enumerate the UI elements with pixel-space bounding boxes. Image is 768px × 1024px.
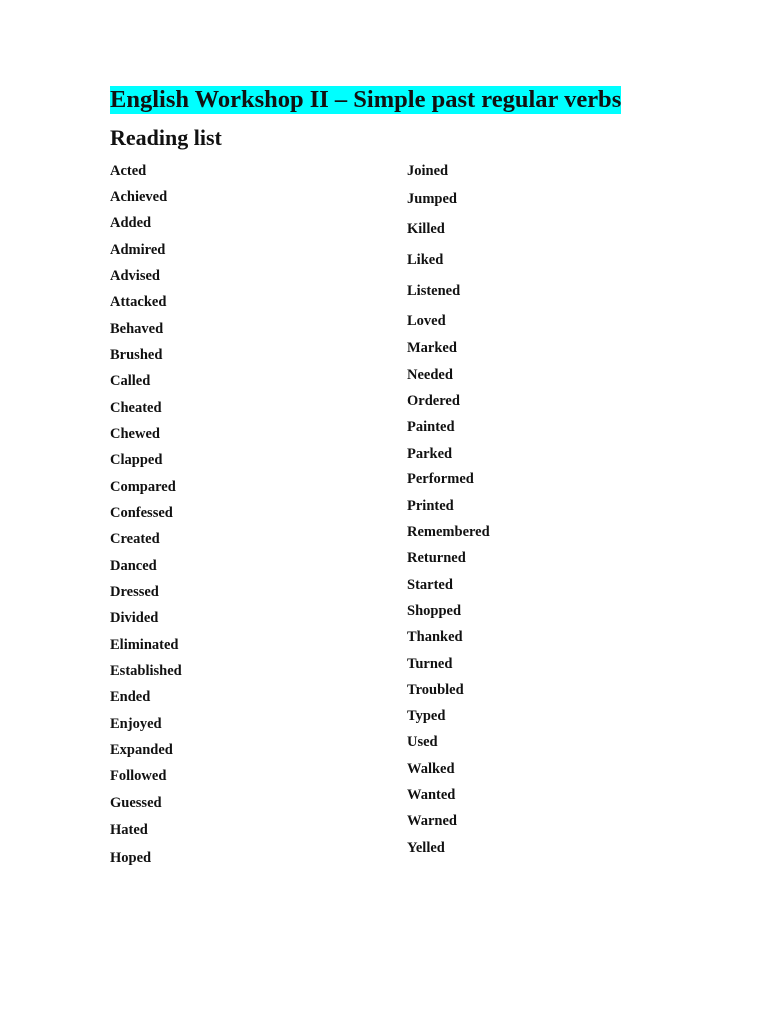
verb-list-item: Compared	[110, 479, 176, 495]
verb-list-item: Needed	[407, 367, 453, 383]
document-title: English Workshop II – Simple past regular verbs	[110, 86, 622, 113]
verb-list-item: Enjoyed	[110, 716, 162, 732]
verb-list-item: Guessed	[110, 795, 162, 811]
verb-list-item: Hated	[110, 822, 148, 838]
verb-list-item: Admired	[110, 242, 166, 258]
verb-list-item: Called	[110, 373, 151, 389]
verb-list-item: Hoped	[110, 850, 152, 866]
verb-list-item: Started	[407, 577, 453, 593]
verb-list-item: Joined	[407, 163, 449, 179]
verb-list-item: Walked	[407, 761, 455, 777]
verb-list-item: Remembered	[407, 524, 490, 540]
verb-list-item: Confessed	[110, 505, 173, 521]
verb-list-item: Added	[110, 215, 152, 231]
verb-list-item: Behaved	[110, 321, 164, 337]
verb-list-item: Chewed	[110, 426, 160, 442]
verb-list-item: Ordered	[407, 393, 460, 409]
verb-list-item: Acted	[110, 163, 147, 179]
verb-list-item: Yelled	[407, 840, 445, 856]
verb-list-item: Advised	[110, 268, 160, 284]
verb-list-item: Followed	[110, 768, 167, 784]
verb-list-item: Cheated	[110, 400, 162, 416]
verb-list-item: Parked	[407, 446, 453, 462]
verb-list-item: Brushed	[110, 347, 163, 363]
verb-list-item: Ended	[110, 689, 151, 705]
verb-list-item: Dressed	[110, 584, 159, 600]
verb-list-item: Thanked	[407, 629, 463, 645]
verb-list-item: Marked	[407, 340, 457, 356]
verb-list-item: Listened	[407, 283, 461, 299]
verb-list-item: Used	[407, 734, 438, 750]
verb-list-item: Returned	[407, 550, 466, 566]
verb-list-item: Danced	[110, 558, 157, 574]
verb-list-item: Established	[110, 663, 182, 679]
verb-list-item: Warned	[407, 813, 457, 829]
verb-list-item: Killed	[407, 221, 445, 237]
verb-list-item: Turned	[407, 656, 453, 672]
verb-list-item: Eliminated	[110, 637, 179, 653]
verb-list-item: Achieved	[110, 189, 168, 205]
verb-list-item: Shopped	[407, 603, 462, 619]
reading-list-heading: Reading list	[110, 125, 222, 150]
verb-list-item: Loved	[407, 313, 446, 329]
verb-list-item: Typed	[407, 708, 446, 724]
verb-list-item: Attacked	[110, 294, 167, 310]
verb-list-item: Clapped	[110, 452, 163, 468]
verb-list-item: Created	[110, 531, 160, 547]
verb-list-item: Jumped	[407, 191, 457, 207]
verb-list-item: Wanted	[407, 787, 456, 803]
verb-list-item: Liked	[407, 252, 444, 268]
verb-list-item: Troubled	[407, 682, 464, 698]
verb-list-item: Expanded	[110, 742, 173, 758]
verb-list-item: Divided	[110, 610, 159, 626]
verb-list-item: Performed	[407, 471, 474, 487]
verb-list-item: Painted	[407, 419, 455, 435]
verb-list-item: Printed	[407, 498, 454, 514]
